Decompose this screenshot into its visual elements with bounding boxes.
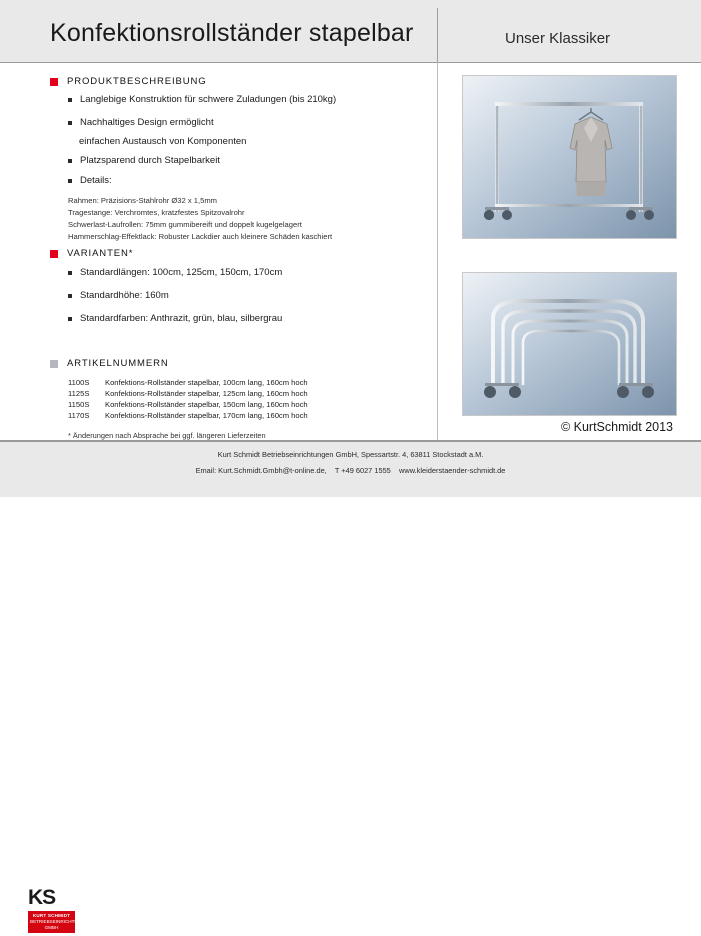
square-bullet-icon xyxy=(68,179,72,183)
article-description: Konfektions-Rollständer stapelbar, 150cm lang, 160cm hoch xyxy=(105,400,308,409)
logo-initials: KS xyxy=(28,886,56,909)
logo-company-sub: BETRIEBSEINRICHTUNGEN GMBH xyxy=(30,919,92,930)
section-heading-product-description xyxy=(50,76,207,87)
square-bullet-icon xyxy=(68,317,72,321)
square-bullet-icon xyxy=(68,159,72,163)
company-address: Kurt Schmidt Betriebseinrichtungen GmbH, Spessartstr. 4, 63811 Stockstadt a.M. xyxy=(217,450,484,459)
copyright-text: © KurtSchmidt 2013 xyxy=(560,420,673,434)
list-item xyxy=(68,117,214,129)
section-label: ARTIKELNUMMERN xyxy=(67,358,169,369)
list-item-label: Nachhaltiges Design ermöglicht xyxy=(80,117,214,128)
spec-line: Hammerschlag-Effektlack: Robuster Lackdier auch kleinere Schäden kaschiert xyxy=(68,232,333,241)
grey-square-bullet-icon xyxy=(50,360,58,368)
list-item xyxy=(68,313,282,325)
red-square-bullet-icon xyxy=(50,78,58,86)
logo-company-name: KURT SCHMIDT xyxy=(32,913,71,918)
square-bullet-icon xyxy=(68,121,72,125)
article-description: Konfektions-Rollständer stapelbar, 170cm lang, 160cm hoch xyxy=(105,411,308,420)
header-divider xyxy=(437,8,438,62)
logo-red-box xyxy=(28,911,92,933)
article-code: 1170S xyxy=(68,411,90,420)
article-code: 1100S xyxy=(68,378,90,387)
list-item xyxy=(68,290,169,302)
page-title: Konfektionsrollständer stapelbar xyxy=(50,19,414,47)
list-item-continuation: einfachen Austausch von Komponenten xyxy=(79,136,247,147)
stacked-rails-illustration xyxy=(463,273,676,415)
list-item-label: Standardlängen: 100cm, 125cm, 150cm, 170cm xyxy=(80,267,283,278)
company-logo xyxy=(28,886,92,936)
footnote: * Änderungen nach Absprache bei ggf. längeren Lieferzeiten xyxy=(68,431,266,440)
clothing-rail-with-jacket-photo xyxy=(462,75,677,239)
left-content-column xyxy=(0,62,437,441)
website-link[interactable]: www.kleiderstaender-schmidt.de xyxy=(399,466,506,475)
spec-line: Schwerlast-Laufrollen: 75mm gummibereift und doppelt kugelgelagert xyxy=(68,220,302,229)
list-item-label: Details: xyxy=(80,175,112,186)
square-bullet-icon xyxy=(68,271,72,275)
list-item-label: Standardhöhe: 160m xyxy=(80,290,169,301)
article-description: Konfektions-Rollständer stapelbar, 100cm lang, 160cm hoch xyxy=(105,378,308,387)
stacked-clothing-rails-photo xyxy=(462,272,677,416)
section-label: VARIANTEN* xyxy=(67,248,134,259)
list-item-label: Standardfarben: Anthrazit, grün, blau, silbergrau xyxy=(80,313,283,324)
rail-illustration xyxy=(463,76,676,238)
square-bullet-icon xyxy=(68,294,72,298)
square-bullet-icon xyxy=(68,98,72,102)
list-item xyxy=(68,267,282,279)
list-item xyxy=(68,155,220,167)
section-heading-variants xyxy=(50,248,133,259)
column-divider xyxy=(437,62,438,441)
article-code: 1125S xyxy=(68,389,90,398)
article-description: Konfektions-Rollständer stapelbar, 125cm lang, 160cm hoch xyxy=(105,389,308,398)
list-item-label: Platzsparend durch Stapelbarkeit xyxy=(80,155,220,166)
article-code: 1150S xyxy=(68,400,90,409)
list-item-label: Langlebige Konstruktion für schwere Zuladungen (bis 210kg) xyxy=(80,94,337,105)
header-subtitle: Unser Klassiker xyxy=(505,30,611,47)
list-item xyxy=(68,94,336,106)
section-label: PRODUKTBESCHREIBUNG xyxy=(67,76,207,87)
email-label[interactable]: Email: Kurt.Schmidt.Gmbh@t-online.de, xyxy=(195,466,327,475)
page-header xyxy=(0,0,701,63)
contact-line xyxy=(0,466,701,475)
spec-line: Rahmen: Präzisions-Stahlrohr Ø32 x 1,5mm xyxy=(68,196,217,205)
list-item xyxy=(68,175,112,187)
phone-label: T +49 6027 1555 xyxy=(334,466,391,475)
red-square-bullet-icon xyxy=(50,250,58,258)
section-heading-article-numbers xyxy=(50,358,169,369)
spec-line: Tragestange: Verchromtes, kratzfestes Spitzovalrohr xyxy=(68,208,245,217)
